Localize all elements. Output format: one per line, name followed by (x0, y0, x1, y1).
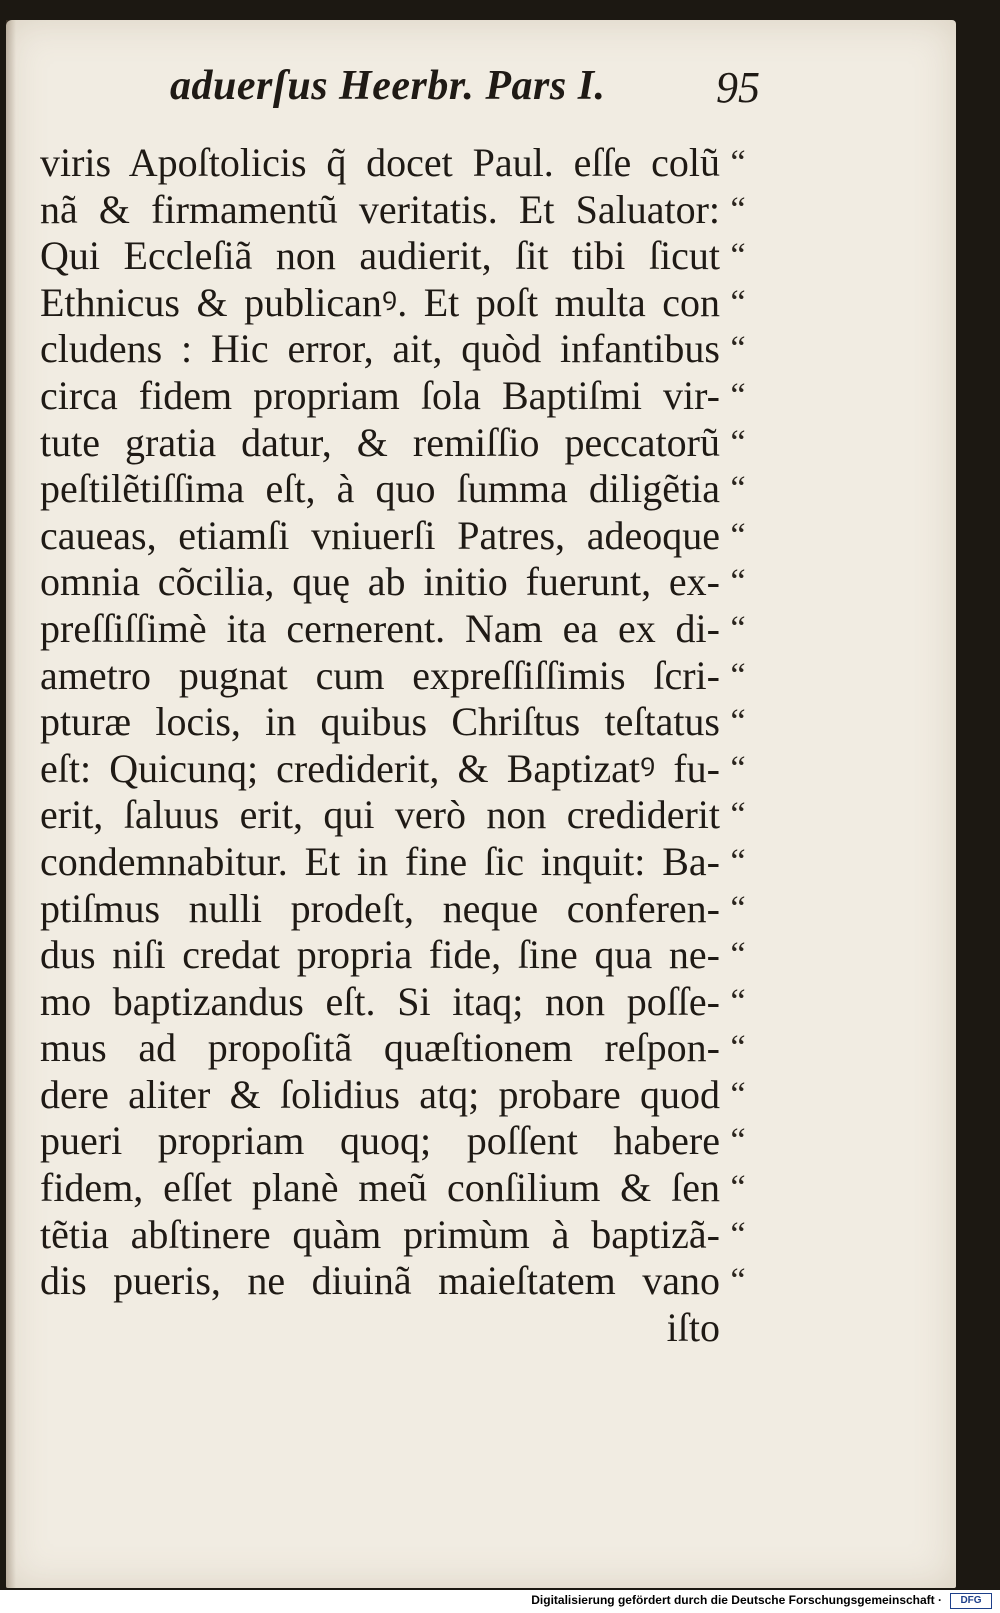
quote-mark: “ (730, 423, 746, 461)
quote-mark: “ (730, 1215, 746, 1253)
quote-mark: “ (730, 936, 746, 974)
text-line: caueas, etiamſi vniuerſi Patres, adeoque (40, 512, 720, 558)
page-number: 95 (716, 63, 760, 112)
text-line: cludens : Hic error, ait, quòd infantibus (40, 326, 720, 372)
quote-mark: “ (730, 283, 746, 321)
quote-mark: “ (730, 889, 746, 927)
text-line: nã & firmamentũ veritatis. Et Saluator: (40, 186, 720, 232)
text-line: condemnabitur. Et in fine ſic inquit: Ba- (40, 838, 720, 884)
text-line: peſtilẽtiſſima eſt, à quo ſumma diligẽtia (40, 466, 720, 512)
text-line: dus niſi credat propria fide, ſine qua ne- (40, 932, 720, 978)
catchword: iſto (666, 1304, 720, 1350)
quote-mark: “ (730, 1029, 746, 1067)
digitization-footer (0, 1590, 1000, 1613)
quote-mark: “ (730, 376, 746, 414)
text-line: eſt: Quicunq; crediderit, & Baptizatꝰ fu- (40, 745, 720, 791)
quote-mark: “ (730, 190, 746, 228)
running-title: aduerſus Heerbr. Pars I. (170, 63, 606, 109)
quote-mark: “ (730, 516, 746, 554)
text-line: pturæ locis, in quibus Chriſtus teſtatus (40, 699, 720, 745)
quote-mark: “ (730, 330, 746, 368)
page-header (170, 62, 760, 122)
text-line: Qui Eccleſiã non audierit, ſit tibi ſicut (40, 233, 720, 279)
text-line: viris Apoſtolicis q̃ docet Paul. eſſe colũ (40, 140, 720, 185)
quote-mark: “ (730, 656, 746, 694)
quote-mark: “ (730, 796, 746, 834)
text-line: dere aliter & ſolidius atq; probare quod (40, 1071, 720, 1117)
quote-mark: “ (730, 144, 746, 181)
quote-mark: “ (730, 237, 746, 275)
quote-mark: “ (730, 609, 746, 647)
marginal-quotation-marks (723, 140, 753, 1305)
text-line: erit, ſaluus erit, qui verò non crediderit (40, 792, 720, 838)
text-line: Ethnicus & publicanꝰ. Et poſt multa con (40, 279, 720, 325)
text-line: ametro pugnat cum expreſſiſſimis ſcri- (40, 652, 720, 698)
quote-mark: “ (730, 1169, 746, 1207)
text-line: fidem, eſſet planè meũ conſilium & ſen (40, 1165, 720, 1211)
body-text (40, 140, 720, 1351)
text-line: pueri propriam quoq; poſſent habere (40, 1118, 720, 1164)
text-line: circa fidem propriam ſola Baptiſmi vir- (40, 372, 720, 418)
quote-mark: “ (730, 1075, 746, 1113)
quote-mark: “ (730, 982, 746, 1020)
dfg-logo: DFG (950, 1593, 992, 1609)
funding-credit: Digitalisierung gefördert durch die Deutsche Forschungsgemeinschaft · (531, 1593, 942, 1607)
quote-mark: “ (730, 703, 746, 741)
quote-mark: “ (730, 563, 746, 601)
text-line: preſſiſſimè ita cernerent. Nam ea ex di- (40, 605, 720, 651)
text-line: mus ad propoſitã quæſtionem reſpon- (40, 1025, 720, 1071)
quote-mark: “ (730, 842, 746, 880)
quote-mark: “ (730, 749, 746, 787)
page-gutter-shadow (6, 20, 16, 1588)
text-line: ptiſmus nulli prodeſt, neque conferen- (40, 885, 720, 931)
text-line: omnia cõcilia, quę ab initio fuerunt, ex- (40, 559, 720, 605)
text-line: tute gratia datur, & remiſſio peccatorũ (40, 419, 720, 465)
quote-mark: “ (730, 470, 746, 508)
quote-mark: “ (730, 1122, 746, 1160)
quote-mark: “ (730, 1262, 746, 1300)
text-line: tẽtia abſtinere quàm primùm à baptizã- (40, 1211, 720, 1257)
text-line: dis pueris, ne diuinã maieſtatem vano (40, 1258, 720, 1304)
text-line: mo baptizandus eſt. Si itaq; non poſſe- (40, 978, 720, 1024)
